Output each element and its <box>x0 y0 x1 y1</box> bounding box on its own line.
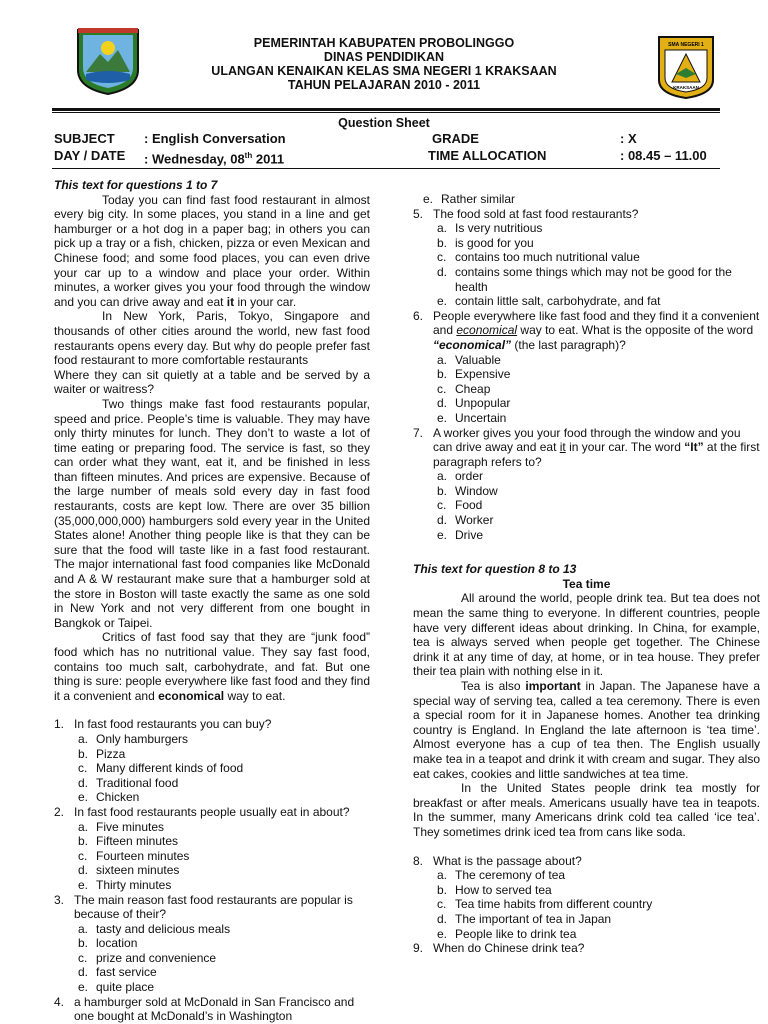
question-2-option-c[interactable]: c. Fourteen minutes <box>78 848 190 863</box>
question-1-option-e[interactable]: e. Chicken <box>78 790 140 805</box>
sheet-title: Question Sheet <box>338 116 430 130</box>
question-1 <box>54 717 370 805</box>
question-8: 8. What is the passage about? a. The ceremony of tea b. How to served tea c. Tea time habits from different country d. The important of tea in Japan e. People like to drink tea <box>413 854 760 942</box>
question-8-option-d[interactable]: d. The important of tea in Japan <box>437 911 612 926</box>
date-year: 2011 <box>252 151 285 167</box>
passage-1-paragraph-4: Critics of fast food say that they are “junk food” food which has no nutritional value. They say fast food, contains too much salt, carbohydrate, and fat. But one thing is sure: people everywhere like fast food and they find it a convenient and economical way to eat. <box>54 630 370 703</box>
logo-top-text: SMA NEGERI 1 <box>668 42 704 48</box>
question-5-text: The food sold at fast food restaurants? <box>433 206 639 221</box>
question-7-option-e[interactable]: e. Drive <box>437 527 484 542</box>
question-1-option-d[interactable]: d. Traditional food <box>78 775 179 790</box>
question-5 <box>413 207 760 309</box>
question-2-text: In fast food restaurants people usually eat in about? <box>74 804 350 819</box>
question-8-option-a[interactable]: a. The ceremony of tea <box>437 868 566 883</box>
question-2 <box>54 805 370 893</box>
q4-option-e[interactable]: e. Rather similar <box>423 192 516 206</box>
passage-2-paragraph-2: Tea is also important in Japan. The Japanese have a special way of serving tea, called a tea ceremony. There is even a special room for it in Japanese homes. Another tea drinking country is England. In England the late afternoon is ‘tea time’. Almost everyone has a cup of tea then. The English usually make tea in a teapot and drink it with cream and sugar. They also eat cakes, cookies and little sandwiches at tea time. <box>413 679 761 781</box>
passage-2-paragraph-3: In the United States people drink tea mostly for breakfast or after meals. Americans usually have tea in teapots. In the summer, many Americans drink cold tea called ‘ice tea’. They sometimes drink iced tea from cans like soda. <box>413 781 760 839</box>
question-5-number: 5. <box>413 206 424 221</box>
logo-bottom-text: KRAKSAAN <box>673 85 699 90</box>
question-6-option-d[interactable]: d. Unpopular <box>437 396 511 411</box>
date-value <box>144 148 284 167</box>
question-8-option-b[interactable]: b. How to served tea <box>437 882 552 897</box>
question-2-option-e[interactable]: e. Thirty minutes <box>78 877 172 892</box>
question-1-option-b[interactable]: b. Pizza <box>78 746 126 761</box>
header-rule-thick <box>52 108 720 111</box>
passage-1-paragraph-2: In New York, Paris, Tokyo, Singapore and thousands of other cities around the world, new fast food restaurants opens every day. But why do people prefer fast food restaurant to more comfortable restaurants <box>54 309 370 368</box>
question-6: 6. People everywhere like fast food and they find it a convenient and economical way to eat. What is the opposite of the word “economical” (the last paragraph)? a. Valuable b. Expensive c. Cheap d. Unpopular e. Uncertain <box>413 308 760 425</box>
question-5-option-d[interactable]: d. contains some things which may not be good for the health <box>437 264 732 294</box>
question-6-option-c[interactable]: c. Cheap <box>437 381 491 396</box>
question-6-option-e[interactable]: e. Uncertain <box>437 410 507 425</box>
question-3-number: 3. <box>54 892 65 907</box>
left-question-list <box>54 717 370 1023</box>
question-3-text: The main reason fast food restaurants are popular is because of their? <box>74 892 353 922</box>
document-header <box>0 36 768 92</box>
question-1-text: In fast food restaurants you can buy? <box>74 717 272 732</box>
time-label: TIME ALLOCATION <box>428 148 547 163</box>
question-7: 7. A worker gives you your food through the window and you can drive away and eat it in your car. The word “It” at the first paragraph refers to? a. order b. Window c. Food d. Worker e. Drive <box>413 425 760 542</box>
question-2-number: 2. <box>54 804 65 819</box>
passage-1-paragraph-1: Today you can find fast food restaurant in almost every big city. In some places, you stand in a line and get hamburger or a hot dog in a paper bag; in others you can pick up a tray or a fish, chicken, pizza or even Mexican and Chinese food; and some food places, you can even drive your car up to a window and place your order. Within minutes, a worker gives you your food through the window and you can drive away and eat it in your car. <box>54 192 370 309</box>
right-column <box>413 192 760 956</box>
question-2-option-b[interactable]: b. Fifteen minutes <box>78 834 179 849</box>
header-line-4: TAHUN PELAJARAN 2010 - 2011 <box>287 78 481 92</box>
question-5-option-b[interactable]: b. is good for you <box>437 235 534 250</box>
question-3-option-a[interactable]: a. tasty and delicious meals <box>78 921 231 936</box>
question-2-option-d[interactable]: d. sixteen minutes <box>78 863 180 878</box>
time-value: : 08.45 – 11.00 <box>620 148 707 163</box>
subject-label: SUBJECT <box>54 131 115 146</box>
question-1-option-a[interactable]: a. Only hamburgers <box>78 731 189 746</box>
passage-2-title: This text for question 8 to 13 <box>413 562 577 577</box>
date-label: DAY / DATE <box>54 148 126 163</box>
question-8-option-c[interactable]: c. Tea time habits from different country <box>437 897 653 912</box>
question-7-option-d[interactable]: d. Worker <box>437 513 494 528</box>
question-4 <box>54 995 370 1024</box>
subject-value: : English Conversation <box>144 131 286 146</box>
question-3-option-c[interactable]: c. prize and convenience <box>78 950 217 965</box>
date-day: : Wednesday, 08 <box>144 151 245 167</box>
left-column <box>54 178 370 1024</box>
question-7-option-a[interactable]: a. order <box>437 469 484 484</box>
question-4-text: a hamburger sold at McDonald in San Francisco and one bought at McDonald’s in Washington <box>74 994 355 1024</box>
passage-1-paragraph-3: Two things make fast food restaurants popular, speed and price. People’s time is valuable. They may have only thirty minutes for lunch. They don’t to waste a lot of time eating or preparing food. The service is fast, so they can order what they want, eat it, and be finished in less than fifteen minutes. And prices are expensive. Because of the large number of meals sold every day in fast food restaurants, costs are kept low. There are over 35 billion (35,000,000,000) hamburgers sold every year in the United States alone! Another thing people like is that they can be sure that the food will taste like in a fast food restaurant. The major international fast food companies like McDonald and A & W restaurant make sure that a hamburger sold at the store in Boston will taste exactly the same as one sold in New York and not very different from one bought in Bangkok or Taipei. <box>54 396 370 630</box>
passage-2-paragraph-1: All around the world, people drink tea. But tea does not mean the same thing to everyone. In different countries, people have very different ideas about drinking. In China, for example, tea is always served when people get together. The Chinese drink it at any time of day, at home, or in tea house. They prefer their tea plain with nothing else in it. <box>413 591 760 679</box>
question-6-option-a[interactable]: a. Valuable <box>437 352 501 367</box>
question-7-option-c[interactable]: c. Food <box>437 498 483 513</box>
header-line-1: PEMERINTAH KABUPATEN PROBOLINGGO <box>253 36 515 50</box>
question-8-option-e[interactable]: e. People like to drink tea <box>437 926 577 941</box>
question-9: 9. When do Chinese drink tea? <box>413 941 585 956</box>
question-3 <box>54 893 370 995</box>
question-3-option-d[interactable]: d. fast service <box>78 965 157 980</box>
question-5-option-e[interactable]: e. contain little salt, carbohydrate, and fat <box>437 294 661 309</box>
right-question-list <box>413 207 760 309</box>
question-6-option-b[interactable]: b. Expensive <box>437 367 511 382</box>
question-1-option-c[interactable]: c. Many different kinds of food <box>78 761 244 776</box>
passage-1-title: This text for questions 1 to 7 <box>54 178 218 192</box>
question-5-option-c[interactable]: c. contains too much nutritional value <box>437 250 640 265</box>
header-line-2: DINAS PENDIDIKAN <box>323 50 445 64</box>
passage-1-paragraph-2b: Where they can sit quietly at a table and be served by a waiter or waitress? <box>54 367 370 397</box>
header-line-3: ULANGAN KENAIKAN KELAS SMA NEGERI 1 KRAKSAAN <box>211 64 557 78</box>
question-5-option-a[interactable]: a. Is very nutritious <box>437 221 543 236</box>
question-2-option-a[interactable]: a. Five minutes <box>78 819 165 834</box>
date-suffix: th <box>244 151 253 160</box>
grade-label: GRADE <box>432 131 479 146</box>
passage-2-heading: Tea time <box>562 576 611 591</box>
question-3-option-b[interactable]: b. location <box>78 936 138 951</box>
meta-rule <box>52 168 720 169</box>
question-1-number: 1. <box>54 717 65 732</box>
header-rule-thin <box>52 112 720 113</box>
question-7-option-b[interactable]: b. Window <box>437 483 498 498</box>
question-3-option-e[interactable]: e. quite place <box>78 980 155 995</box>
grade-value: : X <box>620 131 637 146</box>
question-4-number: 4. <box>54 994 65 1009</box>
